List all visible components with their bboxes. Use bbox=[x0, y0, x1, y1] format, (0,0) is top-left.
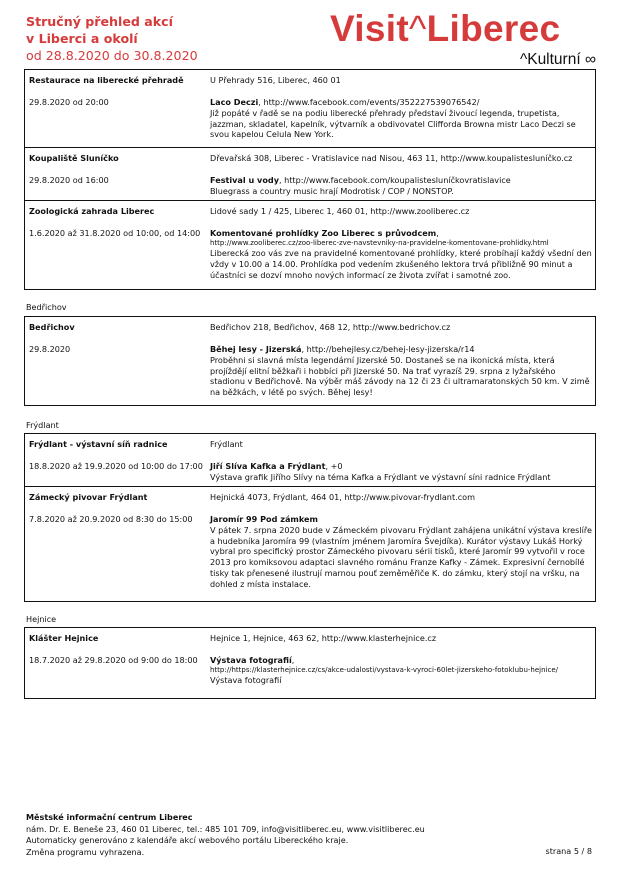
event-date: 29.8.2020 od 20:00 bbox=[29, 97, 109, 107]
event-detail bbox=[210, 344, 592, 398]
event-detail bbox=[210, 175, 592, 197]
venue-name: Frýdlant - výstavní síň radnice bbox=[29, 439, 168, 449]
venue-name: Zoologická zahrada Liberec bbox=[29, 206, 155, 216]
event-title: Výstava fotografií bbox=[210, 655, 292, 665]
event-link: , +0 bbox=[325, 461, 343, 471]
event-row bbox=[25, 434, 595, 486]
venue-name: Koupaliště Sluníčko bbox=[29, 153, 119, 163]
venue-name: Klášter Hejnice bbox=[29, 633, 99, 643]
event-title: Festival u vody bbox=[210, 175, 279, 185]
page-title-line2: v Liberci a okolí bbox=[26, 31, 138, 46]
date-range: od 28.8.2020 do 30.8.2020 bbox=[26, 48, 198, 63]
event-title: Laco Deczi bbox=[210, 97, 259, 107]
event-title: Jaromír 99 Pod zámkem bbox=[210, 514, 318, 524]
logo-subtitle: ^Kulturní ∞ bbox=[519, 51, 596, 68]
visit-liberec-logo bbox=[330, 8, 600, 68]
page-number: strana 5 / 8 bbox=[545, 846, 592, 856]
event-description: Bluegrass a country music hrají Modrotisk / COP / NONSTOP. bbox=[210, 185, 454, 196]
event-detail bbox=[210, 228, 592, 280]
event-description: Výstava grafik Jiřího Slívy na téma Kafka a Frýdlant ve výstavní síni radnice Frýdlant bbox=[210, 471, 551, 482]
venue-address: Hejnice 1, Hejnice, 463 62, http://www.klasterhejnice.cz bbox=[210, 633, 437, 643]
event-description: Liberecká zoo vás zve na pravidelné komentované prohlídky, které probíhají každý všední den vždy v 10.00 a 14.00. Prohlídka pod vedením zkušeného lektora trvá přibližně 90 minut a účastníci se dozví mnoho nových informací ze života zvířat i samotné zoo. bbox=[210, 248, 592, 280]
event-title: Komentované prohlídky Zoo Liberec s průvodcem bbox=[210, 228, 437, 238]
event-link[interactable]: , http://www.facebook.com/events/352227539076542/ bbox=[258, 97, 480, 107]
section-label-frydlant: Frýdlant bbox=[26, 420, 59, 430]
venue-address: U Přehrady 516, Liberec, 460 01 bbox=[210, 75, 341, 85]
event-description: V pátek 7. srpna 2020 bude v Zámeckém pivovaru Frýdlant zahájena unikátní výstava kreslíře a hudebníka Jaromíra 99 (vlastním jménem Jaromíra Švejdíka). Kurátor výstavy Lukáš Horký vybral pro specifický prostor Zámeckého pivovaru sérii tisků, které Jaromír 99 vytvořil v roce 2013 pro komiksovou adaptaci slavného románu Franze Kafky - Zámek. Expresivní černobílé tisky tak přenesené ilustrují marnou pouť zeměměřiče K. do zámku, který stojí na vršku, na dohled z místa instalace. bbox=[210, 524, 592, 589]
event-date: 18.7.2020 až 29.8.2020 od 9:00 do 18:00 bbox=[29, 655, 198, 665]
event-description: Již popáté v řadě se na podiu liberecké přehrady představí živoucí legenda, trupetista, jazzman, skladatel, kapelník, výtvarník a obdivovatel Clifforda Browna mistr Laco Deczi se svou kapelou Celula New York. bbox=[210, 107, 576, 140]
page-title bbox=[26, 13, 173, 47]
event-description: Výstava fotografií bbox=[210, 675, 282, 686]
event-description: Proběhni si slavná místa legendární Jizerské 50. Dostaneš se na ikonická místa, která projíždějí elitní běžkaři i hobbíci při Jizerské 50. Na trať vyrazíš 29. srpna z lyžařského stadionu v Bedřichově. Na výběr máš závody na 12 či 23 či ultramaratonských 50 km. V zimě na běžkách, v létě po svých. Běhej lesy! bbox=[210, 354, 590, 397]
event-detail bbox=[210, 97, 592, 140]
venue-address: Bedřichov 218, Bedřichov, 468 12, http://www.bedrichov.cz bbox=[210, 322, 451, 332]
section-hejnice bbox=[24, 627, 596, 699]
section-frydlant bbox=[24, 433, 596, 602]
page-title-line1: Stručný přehled akcí bbox=[26, 14, 173, 29]
event-detail bbox=[210, 461, 592, 483]
event-link[interactable]: , bbox=[436, 228, 439, 238]
event-date: 29.8.2020 od 16:00 bbox=[29, 175, 109, 185]
event-date: 1.6.2020 až 31.8.2020 od 10:00, od 14:00 bbox=[29, 228, 201, 238]
venue-name: Bedřichov bbox=[29, 322, 75, 332]
event-row bbox=[25, 147, 595, 200]
event-link-url[interactable]: http://https://klasterhejnice.cz/cs/akce-udalosti/vystava-k-vyroci-60let-jizerskeho-fotoklubu-hejnice/ bbox=[210, 665, 559, 674]
event-date: 29.8.2020 bbox=[29, 344, 71, 354]
venue-address: Dřevařská 308, Liberec - Vratislavice nad Nisou, 463 11, http://www.koupalistesluníčko.cz bbox=[210, 153, 573, 163]
venue-name: Restaurace na liberecké přehradě bbox=[29, 75, 184, 85]
event-title: Jiří Slíva Kafka a Frýdlant bbox=[210, 461, 326, 471]
footer-note-changes: Změna programu vyhrazena. bbox=[26, 846, 145, 857]
footer bbox=[26, 812, 586, 858]
event-title: Běhej lesy - Jizerská bbox=[210, 344, 302, 354]
event-link[interactable]: , http://behejlesy.cz/behej-lesy-jizerska/r14 bbox=[301, 344, 475, 354]
section-label-bedrichov: Bedřichov bbox=[26, 302, 67, 312]
venue-address: Frýdlant bbox=[210, 439, 243, 449]
footer-org: Městské informační centrum Liberec bbox=[26, 812, 193, 822]
section-label-hejnice: Hejnice bbox=[26, 614, 57, 624]
event-row bbox=[25, 200, 595, 289]
event-detail bbox=[210, 655, 592, 686]
event-row bbox=[25, 70, 595, 147]
event-link: , bbox=[291, 655, 295, 665]
footer-address: nám. Dr. E. Beneše 23, 460 01 Liberec, tel.: 485 101 709, info@visitliberec.eu, www.visitliberec.eu bbox=[26, 823, 425, 834]
event-link-url[interactable]: http://www.zooliberec.cz/zoo-liberec-zve-navstevniky-na-pravidelne-komentovane-prohlidky.html bbox=[210, 238, 549, 247]
event-link[interactable]: , http://www.facebook.com/koupalistesluníčkovratislavice bbox=[278, 175, 511, 185]
event-detail bbox=[210, 514, 592, 589]
event-row bbox=[25, 486, 595, 601]
event-row bbox=[25, 628, 595, 698]
event-date: 18.8.2020 až 19.9.2020 od 10:00 do 17:00 bbox=[29, 461, 203, 471]
section-bedrichov bbox=[24, 316, 596, 406]
event-row bbox=[25, 317, 595, 405]
event-date: 7.8.2020 až 20.9.2020 od 8:30 do 15:00 bbox=[29, 514, 193, 524]
venue-address: Lidové sady 1 / 425, Liberec 1, 460 01, http://www.zooliberec.cz bbox=[210, 206, 470, 216]
logo-wordmark: Visit^Liberec bbox=[330, 8, 561, 49]
footer-note-generated: Automaticky generováno z kalendáře akcí webového portálu Libereckého kraje. bbox=[26, 835, 349, 846]
venue-address: Hejnická 4073, Frýdlant, 464 01, http://www.pivovar-frydlant.com bbox=[210, 492, 475, 502]
section-liberec bbox=[24, 69, 596, 290]
venue-name: Zámecký pivovar Frýdlant bbox=[29, 492, 148, 502]
